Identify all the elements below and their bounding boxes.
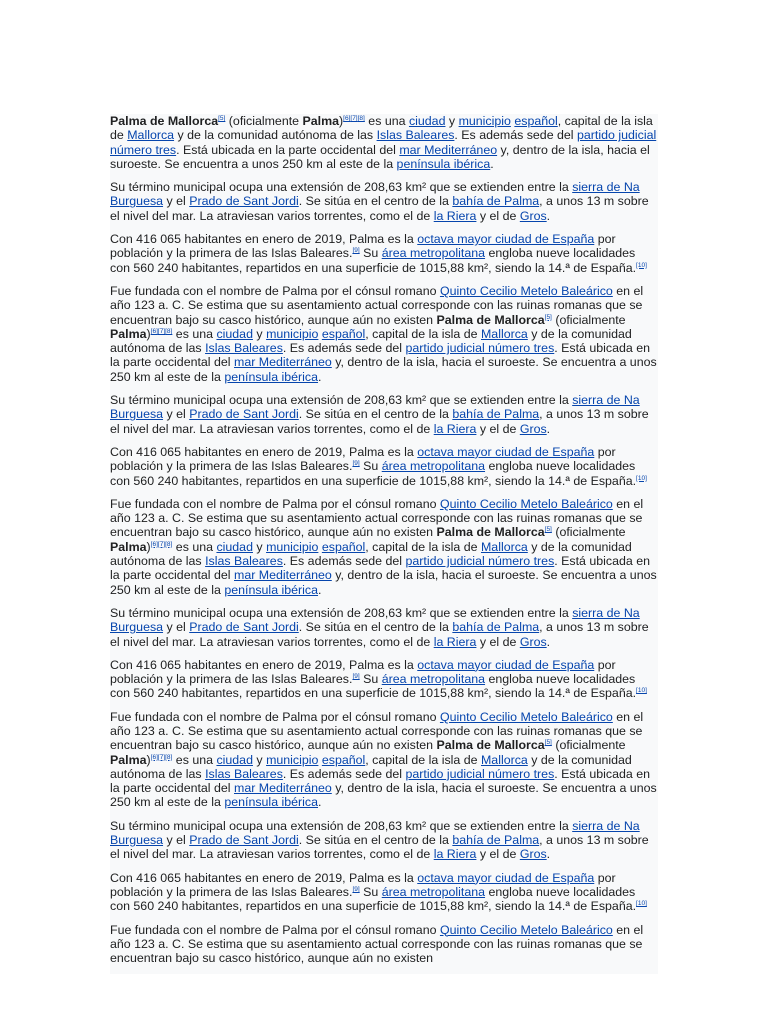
reference-link[interactable]: [8] [165,327,173,335]
link-octava-mayor-ciudad[interactable]: octava mayor ciudad de España [417,444,595,459]
poblacion-text: engloba nueve localidades con 560 240 habitantes, repartidos en una superficie de 1015,88 km², siendo la 14.ª de España. [110,246,637,275]
intro-text: . Es además sede del [282,766,406,781]
intro-text: (oficialmente [551,738,626,753]
termino-text: y el de [476,634,520,649]
link-prado-sant-jordi[interactable]: Prado de Sant Jordi [189,620,299,635]
link-quinto-cecilio-metelo[interactable]: Quinto Cecilio Metelo Baleárico [439,709,613,724]
termino-text: , a unos 13 m sobre el nivel del mar. La atraviesan varios torrentes, como el de [110,194,649,223]
link-islas-baleares[interactable]: Islas Baleares [376,128,455,143]
intro-text: y de la comunidad autónoma de las [110,539,632,569]
link-partido-judicial[interactable]: partido judicial número tres [405,554,555,569]
link-peninsula-iberica[interactable]: península ibérica [396,156,491,171]
article-title-bold: Palma de Mallorca [436,312,545,327]
reference-link[interactable]: [5] [544,526,552,534]
link-sierra-na-burguesa[interactable]: sierra de Na Burguesa [110,393,640,422]
link-mar-mediterraneo[interactable]: mar Mediterráneo [234,781,332,796]
intro-text: . [490,156,494,171]
intro-text: ) [146,539,151,554]
link-la-riera[interactable]: la Riera [433,208,477,223]
intro-text: . Es además sede del [282,554,406,569]
intro-text: . Es además sede del [282,341,406,356]
link-bahia-palma[interactable]: bahía de Palma [452,833,540,848]
reference-superscript[interactable] [151,328,173,335]
poblacion-text: por población y la primera de las Islas Baleares. [110,657,616,687]
termino-text: , a unos 13 m sobre el nivel del mar. La atraviesan varios torrentes, como el de [110,407,649,436]
reference-superscript[interactable] [636,475,647,482]
reference-link[interactable]: [9] [352,460,360,468]
link-mallorca[interactable]: Mallorca [127,128,175,143]
reference-link[interactable]: [5] [544,739,552,747]
termino-paragraph [110,180,658,223]
reference-link[interactable]: [7] [157,327,166,335]
intro-text: y [252,326,267,341]
reference-superscript[interactable] [151,754,173,761]
link-quinto-cecilio-metelo[interactable]: Quinto Cecilio Metelo Baleárico [439,283,613,298]
link-area-metropolitana[interactable]: área metropolitana [381,884,486,899]
intro-text: . [318,582,322,597]
link-gros[interactable]: Gros [519,847,547,862]
poblacion-text: por población y la primera de las Islas Baleares. [110,444,616,474]
reference-superscript[interactable] [636,687,647,694]
link-municipio[interactable]: municipio [266,326,319,341]
reference-superscript[interactable] [545,314,552,321]
fundada-text: Fue fundada con el nombre de Palma por el cónsul romano [110,709,440,724]
link-espanol[interactable]: español [321,326,366,341]
termino-text: Su término municipal ocupa una extensión de 208,63 km² que se extienden entre la [110,818,573,833]
reference-superscript[interactable] [545,526,552,533]
reference-link[interactable]: [9] [352,247,360,255]
reference-superscript[interactable] [352,673,359,680]
reference-link[interactable]: [6] [150,753,158,761]
link-partido-judicial[interactable]: partido judicial número tres [405,766,555,781]
intro-text: . Está ubicada en la parte occidental del [176,142,400,157]
poblacion-paragraph [110,658,658,701]
fundada-text: Fue fundada con el nombre de Palma por el cónsul romano [110,922,440,937]
link-islas-baleares[interactable]: Islas Baleares [205,766,283,781]
intro-text: (oficialmente [551,312,626,327]
intro-text: y, dentro de la isla, hacia el suroeste. Se encuentra a unos 250 km al este de la [110,568,657,597]
termino-text: y el [163,194,190,209]
reference-superscript[interactable] [352,247,359,254]
intro-text: , capital de la isla de [110,114,653,143]
termino-text: y el de [476,208,520,223]
termino-text: Su término municipal ocupa una extensión de 208,63 km² que se extienden entre la [110,180,573,195]
official-name-bold: Palma [110,539,147,554]
reference-link[interactable]: [10] [636,261,647,269]
fundada-paragraph [110,923,658,966]
poblacion-text: por población y la primera de las Islas Baleares. [110,870,616,899]
fundada-text: en el año 123 a. C. Se estima que su asentamiento actual corresponde con las ruinas romanas que se encuentran bajo su casco histórico, aunque aún no existen [110,283,644,327]
link-ciudad[interactable]: ciudad [216,539,253,554]
link-municipio[interactable]: municipio [266,539,319,554]
intro-text: , capital de la isla de [365,326,481,341]
link-octava-mayor-ciudad[interactable]: octava mayor ciudad de España [417,657,595,672]
termino-paragraph [110,393,658,436]
fundada-paragraph [110,284,658,384]
termino-text: . [546,847,551,862]
link-ciudad[interactable]: ciudad [216,752,253,767]
reference-superscript[interactable] [545,739,552,746]
poblacion-paragraph [110,232,658,275]
reference-superscript[interactable] [352,460,359,467]
reference-link[interactable]: [9] [352,673,360,681]
intro-text: es una [172,539,217,554]
link-ciudad[interactable]: ciudad [408,114,446,128]
reference-superscript[interactable] [352,886,359,893]
intro-text: es una [172,326,217,341]
termino-text: . Se sitúa en el centro de la [298,407,453,422]
link-area-metropolitana[interactable]: área metropolitana [381,459,486,474]
link-espanol[interactable]: español [321,752,366,767]
termino-text: . [546,421,551,436]
intro-text: (oficialmente [551,525,626,540]
link-mar-mediterraneo[interactable]: mar Mediterráneo [234,568,332,583]
poblacion-text: Su [359,884,382,899]
poblacion-text: Con 416 065 habitantes en enero de 2019, Palma es la [110,870,418,885]
intro-text: y [445,114,459,128]
intro-text: . Es además sede del [454,128,578,143]
termino-paragraph [110,606,658,649]
termino-text: . Se sitúa en el centro de la [298,194,453,209]
link-gros[interactable]: Gros [519,421,547,436]
poblacion-text: Su [359,246,382,261]
reference-link[interactable]: [6] [150,327,158,335]
link-mallorca[interactable]: Mallorca [480,539,528,554]
link-ciudad[interactable]: ciudad [216,326,253,341]
reference-link[interactable]: [8] [165,753,173,761]
link-mallorca[interactable]: Mallorca [480,326,528,341]
poblacion-paragraph [110,445,658,488]
official-name-bold: Palma [302,114,340,128]
termino-text: . Se sitúa en el centro de la [298,833,453,848]
link-municipio[interactable]: municipio [266,752,319,767]
reference-link[interactable]: [7] [157,540,166,548]
poblacion-text: por población y la primera de las Islas Baleares. [110,232,616,261]
termino-text: . [546,208,551,223]
termino-text: Su término municipal ocupa una extensión de 208,63 km² que se extienden entre la [110,605,573,620]
article-title-bold: Palma de Mallorca [436,525,545,540]
link-prado-sant-jordi[interactable]: Prado de Sant Jordi [189,194,299,209]
fundada-content [110,923,643,966]
link-espanol[interactable]: español [514,114,558,128]
termino-paragraph [110,819,658,862]
intro-text: . Está ubicada en la parte occidental del [110,766,651,796]
intro-text: y, dentro de la isla, hacia el suroeste. Se encuentra a unos 250 km al este de la [110,355,657,384]
article-title-bold: Palma de Mallorca [110,114,219,128]
link-quinto-cecilio-metelo[interactable]: Quinto Cecilio Metelo Baleárico [439,496,613,511]
fundada-paragraph [110,710,658,810]
link-la-riera[interactable]: la Riera [433,847,477,862]
reference-superscript[interactable] [636,262,647,269]
link-peninsula-iberica[interactable]: península ibérica [224,369,319,384]
termino-text: y el [163,407,190,422]
intro-text: y de la comunidad autónoma de las [110,752,632,781]
reference-link[interactable]: [5] [544,313,552,321]
poblacion-text: engloba nueve localidades con 560 240 habitantes, repartidos en una superficie de 1015,88 km², siendo la 14.ª de España. [110,672,637,701]
link-sierra-na-burguesa[interactable]: sierra de Na Burguesa [110,180,640,209]
link-partido-judicial[interactable]: partido judicial número tres [110,128,657,157]
intro-text: es una [364,114,409,128]
link-islas-baleares[interactable]: Islas Baleares [205,554,283,569]
intro-text: (oficialmente [225,114,303,128]
poblacion-text: Su [359,672,382,687]
link-area-metropolitana[interactable]: área metropolitana [381,672,486,687]
reference-link[interactable]: [9] [352,885,360,893]
reference-link[interactable]: [5] [218,115,226,122]
link-municipio[interactable]: municipio [458,114,511,128]
intro-text: . [318,795,322,810]
intro-content [110,114,656,171]
reference-link[interactable]: [8] [165,540,173,548]
termino-text: . Se sitúa en el centro de la [298,620,453,635]
intro-text: . [318,369,322,384]
link-la-riera[interactable]: la Riera [433,421,477,436]
link-bahia-palma[interactable]: bahía de Palma [452,620,540,635]
intro-text: y, dentro de la isla, hacia el suroeste. Se encuentra a unos 250 km al este de la [110,781,657,810]
reference-superscript[interactable] [636,900,647,907]
termino-text: y el [163,833,190,848]
termino-text: y el de [476,421,520,436]
intro-text: ) [146,752,151,767]
termino-text: . [546,634,551,649]
poblacion-text: Con 416 065 habitantes en enero de 2019, Palma es la [110,232,418,247]
link-peninsula-iberica[interactable]: península ibérica [224,795,319,810]
intro-text: y [252,539,267,554]
link-mallorca[interactable]: Mallorca [480,752,528,767]
link-islas-baleares[interactable]: Islas Baleares [205,341,283,356]
termino-text: , a unos 13 m sobre el nivel del mar. La atraviesan varios torrentes, como el de [110,833,649,862]
reference-link[interactable]: [6] [150,540,158,548]
link-prado-sant-jordi[interactable]: Prado de Sant Jordi [189,407,299,422]
fundada-text: en el año 123 a. C. Se estima que su asentamiento actual corresponde con las ruinas romanas que se encuentran bajo su casco histórico, aunque aún no existen [110,496,644,540]
link-gros[interactable]: Gros [519,208,547,223]
link-la-riera[interactable]: la Riera [433,634,477,649]
poblacion-text: Con 416 065 habitantes en enero de 2019, Palma es la [110,657,418,672]
poblacion-paragraph [110,871,658,914]
intro-paragraph [110,114,658,171]
link-gros[interactable]: Gros [519,634,547,649]
link-sierra-na-burguesa[interactable]: sierra de Na Burguesa [110,818,640,848]
poblacion-text: Su [359,459,382,474]
link-quinto-cecilio-metelo[interactable]: Quinto Cecilio Metelo Baleárico [439,922,613,937]
reference-link[interactable]: [7] [157,753,166,761]
intro-text: y de la comunidad autónoma de las [110,326,632,356]
link-partido-judicial[interactable]: partido judicial número tres [405,341,555,356]
reference-link[interactable]: [10] [636,687,647,695]
termino-text: y el de [476,847,520,862]
intro-text: y, dentro de la isla, hacia el suroeste. Se encuentra a unos 250 km al este de la [110,142,650,171]
intro-text: . Está ubicada en la parte occidental del [110,341,651,370]
reference-superscript[interactable] [151,541,173,548]
reference-link[interactable]: [8] [357,115,365,122]
intro-text: . Está ubicada en la parte occidental del [110,554,651,583]
intro-text: ) [339,114,344,128]
poblacion-text: engloba nueve localidades con 560 240 habitantes, repartidos en una superficie de 1015,88 km², siendo la 14.ª de España. [110,459,637,488]
termino-text: , a unos 13 m sobre el nivel del mar. La atraviesan varios torrentes, como el de [110,620,649,649]
termino-text: y el [163,620,190,635]
reference-link[interactable]: [7] [350,115,358,122]
intro-text: , capital de la isla de [365,539,481,554]
link-mar-mediterraneo[interactable]: mar Mediterráneo [399,142,498,157]
article-title-bold: Palma de Mallorca [436,738,545,753]
fundada-text: en el año 123 a. C. Se estima que su asentamiento actual corresponde con las ruinas romanas que se encuentran bajo su casco histórico, aunque aún no existen [110,709,644,753]
intro-text: y [252,752,267,767]
link-area-metropolitana[interactable]: área metropolitana [381,246,486,261]
intro-text: , capital de la isla de [365,752,481,767]
link-octava-mayor-ciudad[interactable]: octava mayor ciudad de España [417,232,595,247]
intro-text: es una [172,752,217,767]
intro-text: ) [146,326,151,341]
termino-text: Su término municipal ocupa una extensión de 208,63 km² que se extienden entre la [110,393,573,408]
fundada-text: Fue fundada con el nombre de Palma por el cónsul romano [110,496,440,511]
link-sierra-na-burguesa[interactable]: sierra de Na Burguesa [110,605,640,635]
reference-superscript[interactable] [343,115,365,122]
official-name-bold: Palma [110,326,147,341]
link-prado-sant-jordi[interactable]: Prado de Sant Jordi [189,833,299,848]
fundada-text: Fue fundada con el nombre de Palma por el cónsul romano [110,283,440,298]
link-bahia-palma[interactable]: bahía de Palma [452,407,540,422]
link-mar-mediterraneo[interactable]: mar Mediterráneo [234,355,332,370]
official-name-bold: Palma [110,752,147,767]
poblacion-text: Con 416 065 habitantes en enero de 2019, Palma es la [110,444,418,459]
link-bahia-palma[interactable]: bahía de Palma [452,194,540,209]
link-peninsula-iberica[interactable]: península ibérica [224,582,319,597]
intro-text: y de la comunidad autónoma de las [174,128,377,143]
reference-link[interactable]: [10] [636,900,647,908]
reference-link[interactable]: [10] [636,474,647,482]
fundada-paragraph [110,497,658,597]
article-body [110,114,658,974]
poblacion-text: engloba nueve localidades con 560 240 habitantes, repartidos en una superficie de 1015,88 km², siendo la 14.ª de España. [110,884,637,914]
link-espanol[interactable]: español [321,539,366,554]
fundada-text: en el año 123 a. C. Se estima que su asentamiento actual corresponde con las ruinas romanas que se encuentran bajo su casco histórico, aunque aún no existen [110,922,644,966]
link-octava-mayor-ciudad[interactable]: octava mayor ciudad de España [417,870,595,885]
reference-link[interactable]: [6] [343,115,351,122]
